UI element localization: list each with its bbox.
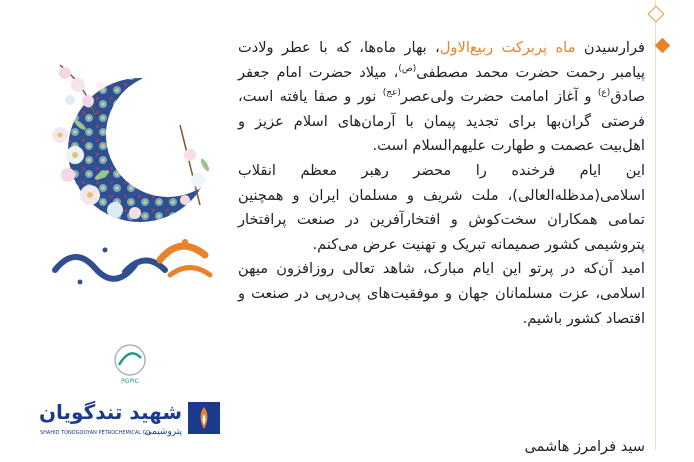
brand-subtitle-fa: پتروشیمی [144,427,182,437]
honorific-aj: (عج) [382,88,401,99]
paragraph-2: این ایام فرخنده را محضر رهبر معظم انقلاب اسلامی(مدظله‌العالی)، ملت شریف و مسلمان ایران و همچنین تمامی همکاران سخت‌کوش و افتخارآفرین در صنعت پرافتخار پتروشیمی کشور صمیمانه تبریک و تهنیت عرض می‌کنم. [238,161,645,253]
brand-subtitle-en: SHAHID TONDGOOYAN PETROCHEMICAL CO. [40,430,152,436]
paragraph-1 [238,36,645,159]
p1-rest-d: نور و صفا یافته است، فرصتی گران‌بها برای تجدید پیمان با آرمان‌های اسلام عزیز و اهل‌بیت عصمت و طهارت علیهم‌السلام است. [238,88,645,155]
p1-rest-c: و آغاز امامت حضرت ولی‌عصر [400,88,598,106]
p1-rest-b: ، میلاد حضرت امام جعفر صادق [238,63,645,106]
crescent-moon-flowers-image [40,55,220,225]
frame-diamond-ornament [648,6,665,23]
pgpic-logo-icon [105,340,155,385]
brand-name: شهید تندگویان [38,400,182,424]
signature-partial: سید فرامرز هاشمی [524,438,645,455]
p1-start: فرارسیدن [575,39,645,56]
message-text [238,36,645,331]
svg-text:PGPIC: PGPIC [121,378,139,385]
paragraph-3: امید آن‌که در پرتو این ایام مبارک، شاهد تعالی روزافزون میهن اسلامی، عزت مسلمانان جهان و موفقیت‌های پی‌درپی در صنعت و اقتصاد کشور باشیم. [238,260,645,327]
honorific-pbuh: (ص) [398,63,417,74]
bullet-diamond-icon [655,38,671,54]
frame-line [655,0,656,450]
brand-logo [40,400,220,445]
honorific-as: (ع) [597,88,611,99]
p1-rest-a: ، بهار ماه‌ها، که با عطر ولادت پیامبر رحمت حضرت محمد مصطفی [238,39,646,81]
brand-emblem-icon [188,402,220,434]
highlight-text: ماه پربرکت ربیع‌الاول [439,39,576,56]
title-calligraphy-image [45,230,215,290]
